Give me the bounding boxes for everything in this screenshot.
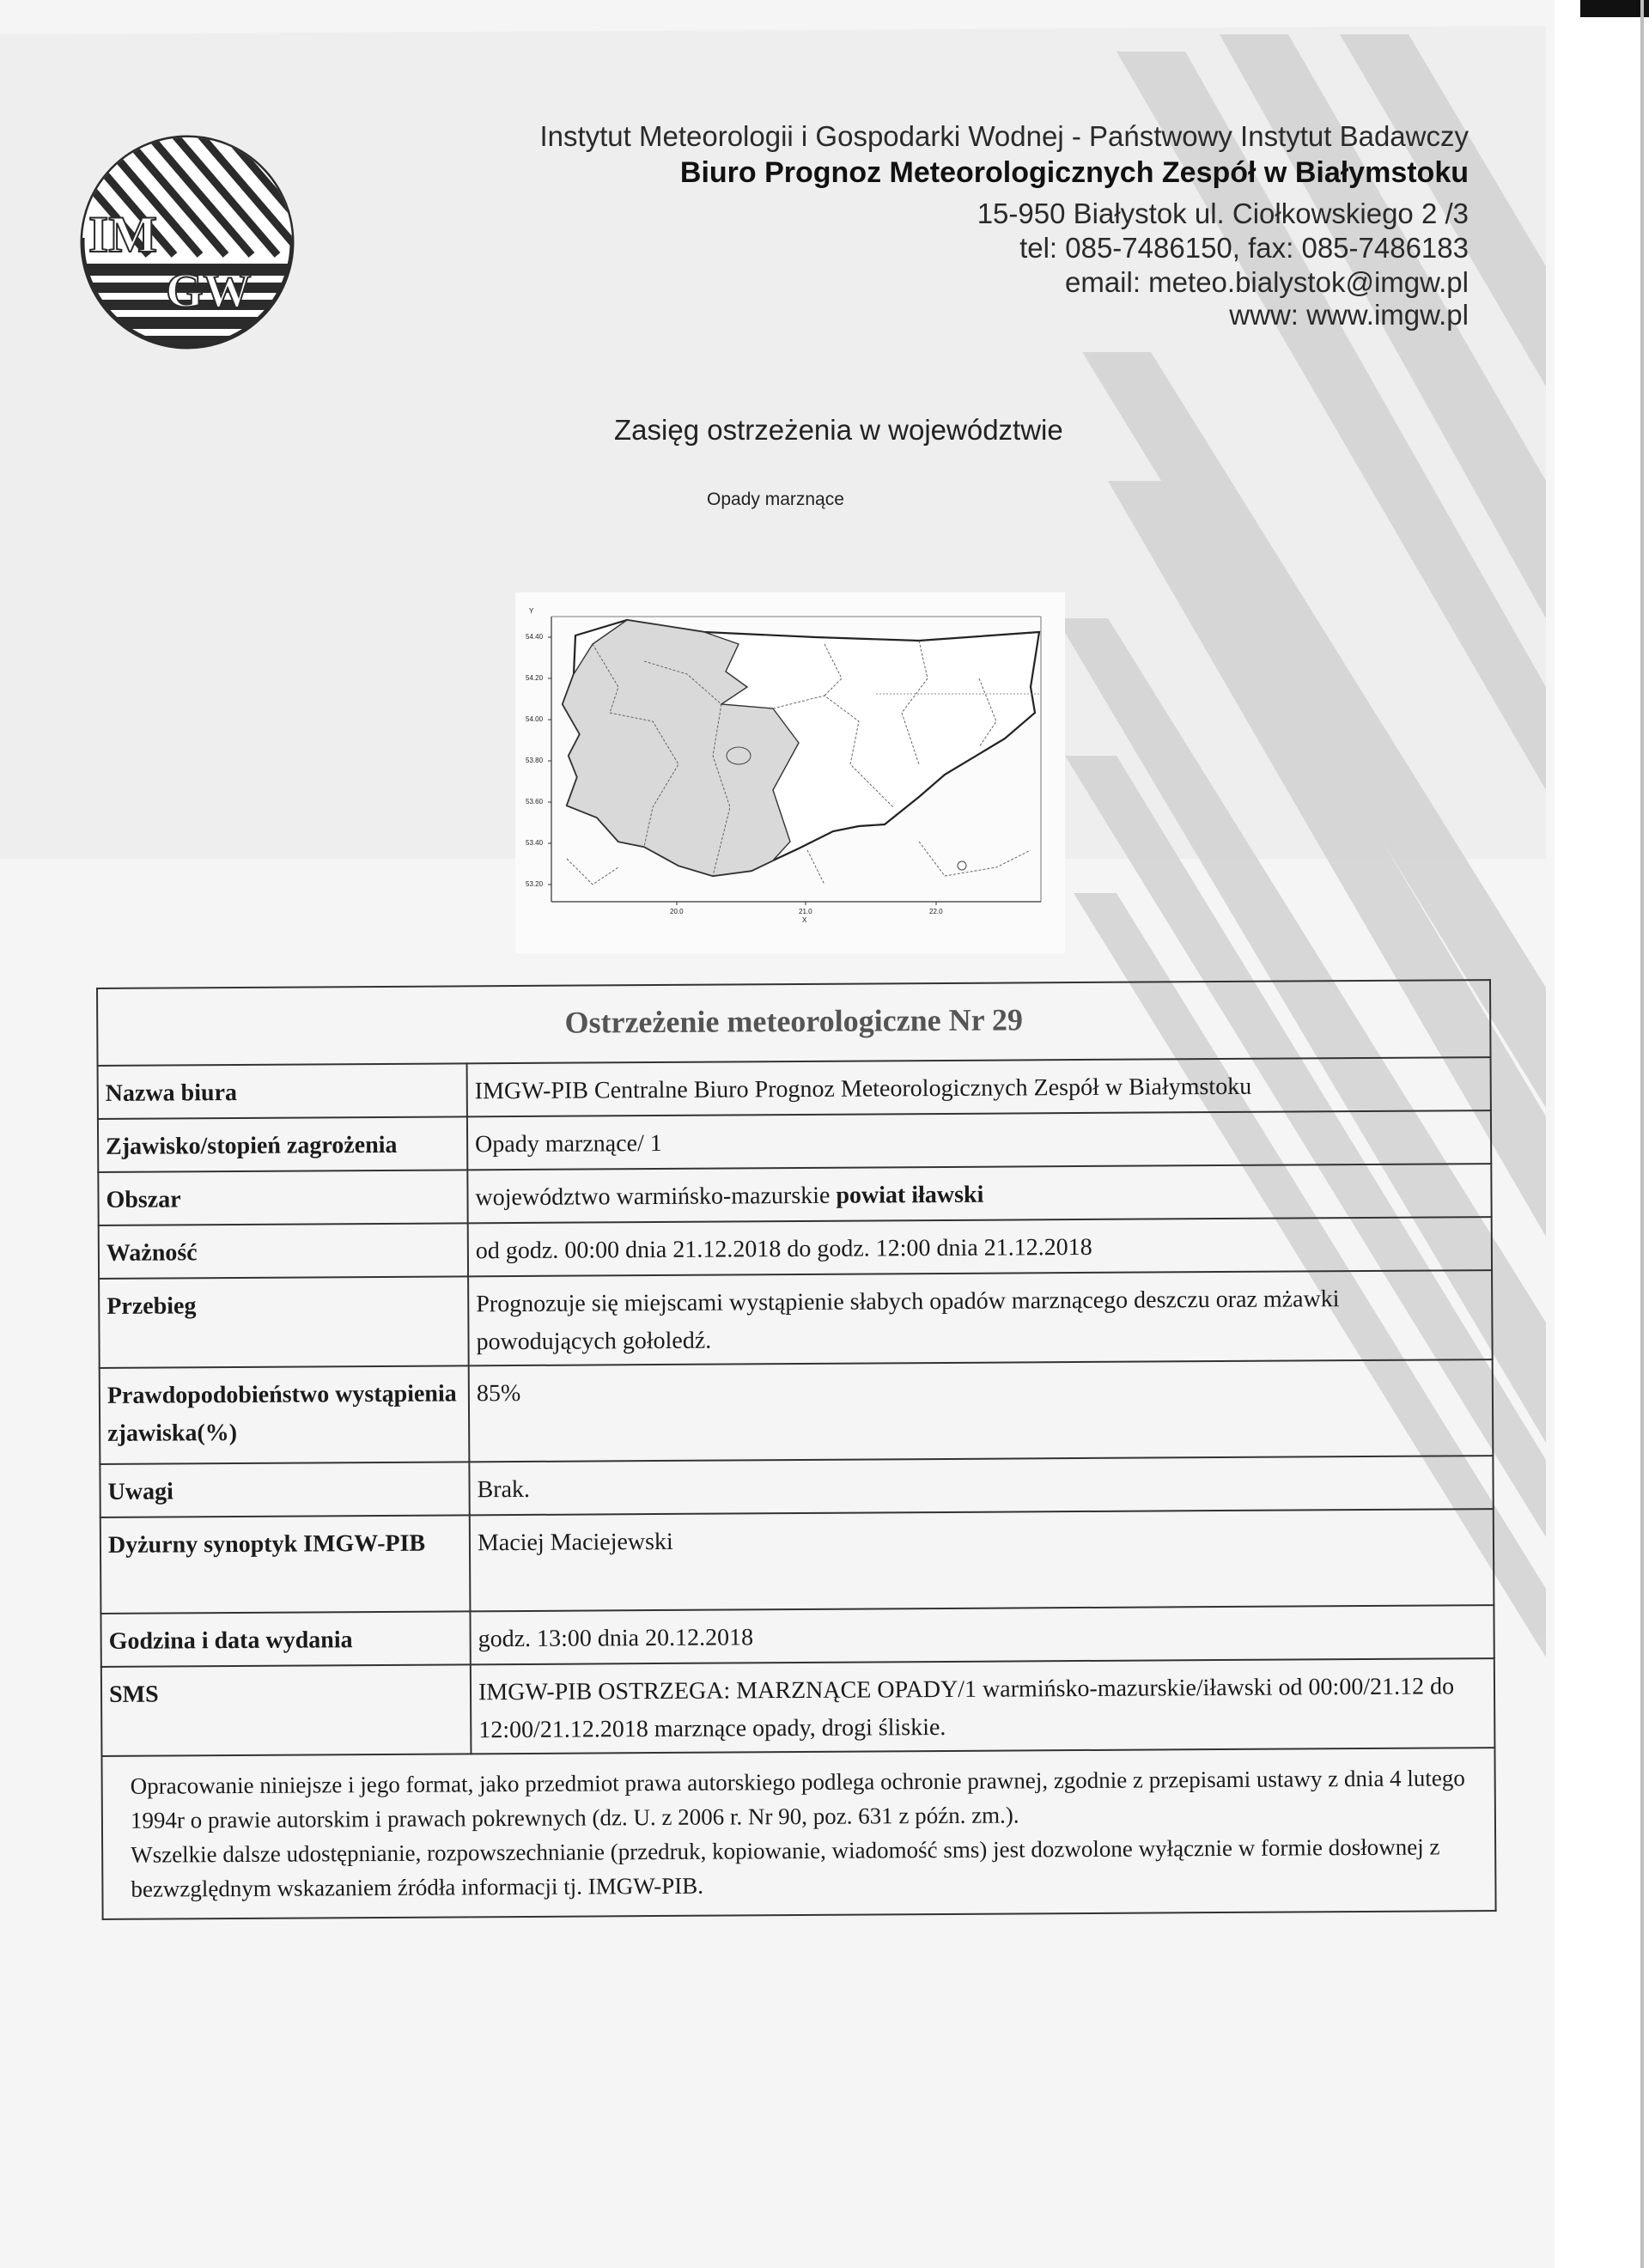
row-value-issue-time: godz. 13:00 dnia 20.12.2018 <box>470 1605 1494 1664</box>
row-value-remarks: Brak. <box>469 1456 1493 1515</box>
map-title: Zasięg ostrzeżenia w województwie <box>614 414 1063 446</box>
row-label-area: Obszar <box>98 1170 467 1225</box>
weather-warning-table <box>96 979 1497 1918</box>
row-label-sms: SMS <box>101 1664 472 1756</box>
row-label-forecaster: Dyżurny synoptyk IMGW-PIB <box>100 1515 471 1614</box>
warning-area-map <box>515 593 1065 953</box>
svg-text:GW: GW <box>166 264 252 318</box>
area-county: powiat iławski <box>836 1181 984 1209</box>
row-label-issue-time: Godzina i data wydania <box>100 1611 470 1667</box>
imgw-logo <box>80 135 295 350</box>
map-x-axis-label: X <box>802 916 807 924</box>
map-y-tick: 53.60 <box>526 798 544 806</box>
row-label-probability: Prawdopodobieństwo wystąpienia zjawiska(%) <box>100 1365 470 1464</box>
map-x-tick: 20.0 <box>670 908 684 915</box>
svg-text:IM: IM <box>88 206 157 263</box>
map-y-tick: 53.40 <box>526 839 544 847</box>
map-y-tick: 54.00 <box>526 715 544 723</box>
map-y-axis-label: Y <box>529 607 534 615</box>
row-value-probability: 85% <box>469 1359 1494 1462</box>
row-label-phenomenon: Zjawisko/stopień zagrożenia <box>98 1116 467 1172</box>
copyright-note <box>101 1748 1495 1919</box>
row-value-sms: IMGW-PIB OSTRZEGA: MARZNĄCE OPADY/1 warmińsko-mazurskie/iławski od 00:00/21.12 do 12:00/21.12.2018 marznące opady, drogi śliskie. <box>471 1658 1495 1754</box>
row-label-remarks: Uwagi <box>100 1462 469 1517</box>
row-value-phenomenon: Opady marznące/ 1 <box>467 1110 1491 1170</box>
office-email: email: meteo.bialystok@imgw.pl <box>1064 266 1469 298</box>
office-website: www: www.imgw.pl <box>1229 299 1469 331</box>
row-label-course: Przebieg <box>99 1276 469 1368</box>
copyright-paragraph: Opracowanie niniejsze i jego format, jako przedmiot prawa autorskiego podlega ochronie prawnej, zgodnie z przepisami ustawy z dnia 4 lutego 1994r o prawie autorskim i prawach pokrewnych (dz. U. z 2006 r. Nr 90, poz. 631 z późn. zm.). <box>130 1765 1465 1833</box>
map-y-tick: 54.20 <box>526 674 544 682</box>
map-y-tick: 53.20 <box>526 880 544 888</box>
map-x-tick: 21.0 <box>799 908 812 915</box>
map-y-tick: 53.80 <box>526 757 544 764</box>
map-y-tick: 54.40 <box>526 633 544 641</box>
office-name: Biuro Prognoz Meteorologicznych Zespół w Białymstoku <box>679 156 1469 189</box>
area-voivodeship: województwo warmińsko-mazurskie <box>475 1182 831 1212</box>
row-value-forecaster: Maciej Maciejewski <box>470 1509 1494 1611</box>
map-subtitle: Opady marznące <box>707 489 844 509</box>
row-label-office: Nazwa biura <box>98 1063 467 1119</box>
warning-title: Ostrzeżenie meteorologiczne Nr 29 <box>97 980 1491 1066</box>
row-value-office: IMGW-PIB Centralne Biuro Prognoz Meteorologicznych Zespół w Białymstoku <box>467 1057 1491 1116</box>
row-label-validity: Ważność <box>99 1223 468 1279</box>
office-address: 15-950 Białystok ul. Ciołkowskiego 2 /3 <box>977 198 1469 229</box>
institute-name: Instytut Meteorologii i Gospodarki Wodnej - Państwowy Instytut Badawczy <box>539 120 1469 152</box>
map-x-tick: 22.0 <box>929 908 943 915</box>
row-value-validity: od godz. 00:00 dnia 21.12.2018 do godz. 12:00 dnia 21.12.2018 <box>468 1217 1492 1276</box>
office-phone: tel: 085-7486150, fax: 085-7486183 <box>1019 232 1469 264</box>
redistribution-paragraph: Wszelkie dalsze udostępnianie, rozpowszechnianie (przedruk, kopiowanie, wiadomość sms) jest dozwolone wyłącznie w formie dosłownej z bezwzględnym wskazaniem źródła informacji tj. IMGW-PIB. <box>131 1833 1440 1902</box>
row-value-course: Prognozuje się miejscami wystąpienie słabych opadów marznącego deszczu oraz mżawki powodujących gołoledź. <box>468 1270 1493 1365</box>
row-value-area <box>467 1164 1491 1223</box>
